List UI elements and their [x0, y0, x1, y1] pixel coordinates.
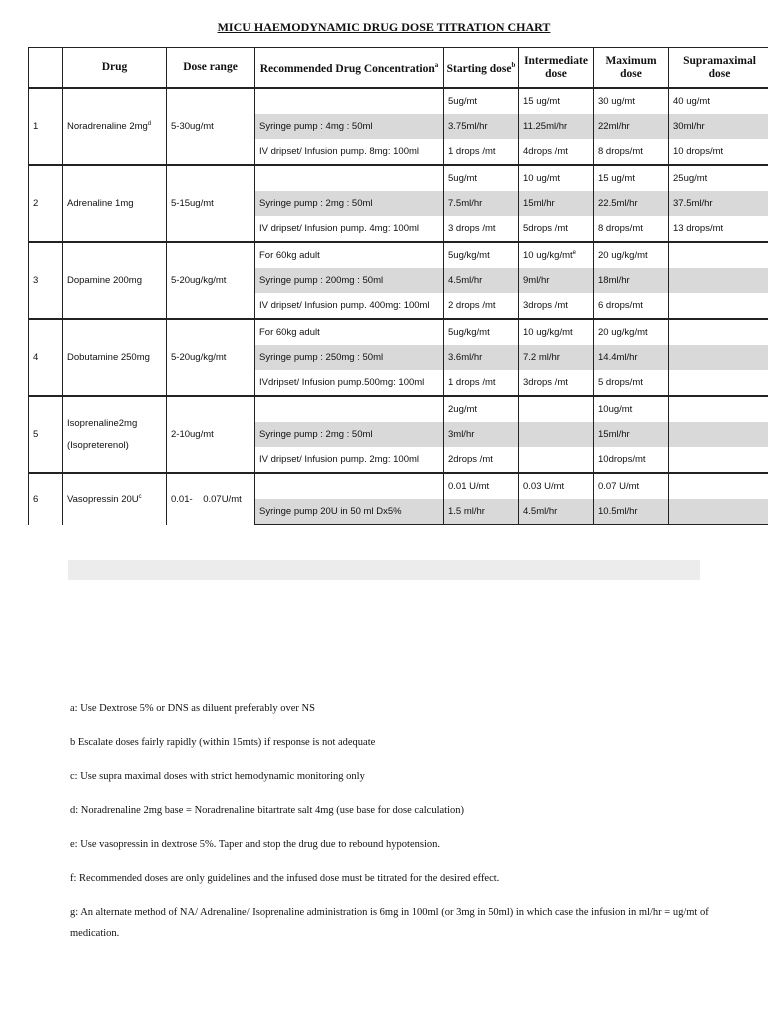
maximum-dose-cell: 18ml/hr: [594, 268, 669, 293]
drug-name: [63, 242, 167, 319]
dose-range: 5-30ug/mt: [167, 88, 255, 165]
header-concentration: Recommended Drug Concentration$^a$: [255, 48, 444, 89]
intermediate-dose-cell: [519, 345, 594, 370]
drug-number: 3: [29, 242, 63, 319]
maximum-dose-cell: 22.5ml/hr: [594, 191, 669, 216]
drug-number: 2: [29, 165, 63, 242]
maximum-dose-cell: 10drops/mt: [594, 447, 669, 473]
table-row: [29, 319, 768, 345]
starting-dose-cell: 3.6ml/hr: [444, 345, 519, 370]
drug-name-text: Dobutamine 250mg: [67, 352, 150, 363]
dose-range: 0.01- 0.07U/mt: [167, 473, 255, 525]
intermediate-dose-cell: [519, 268, 594, 293]
dose-range: 5-20ug/kg/mt: [167, 319, 255, 396]
page-title: MICU HAEMODYNAMIC DRUG DOSE TITRATION CHART: [217, 20, 551, 34]
intermediate-dose-cell: [519, 114, 594, 139]
drug-name-text: Isoprenaline2mg: [67, 418, 138, 429]
intermediate-dose-value: 11.25ml/hr: [523, 121, 568, 132]
maximum-dose-cell: 22ml/hr: [594, 114, 669, 139]
drug-alt-name: (Isopreterenol): [67, 440, 129, 451]
drug-name: [63, 165, 167, 242]
starting-dose-cell: 5ug/kg/mt: [444, 242, 519, 268]
starting-dose-cell: 3.75ml/hr: [444, 114, 519, 139]
starting-dose-cell: 0.01 U/mt: [444, 473, 519, 499]
intermediate-footnote-mark: e: [572, 249, 576, 256]
intermediate-dose-cell: [519, 139, 594, 165]
intermediate-dose-value: 10 ug/kg/mt: [523, 327, 573, 338]
header-supramaximal-dose: Supramaximal dose: [669, 48, 768, 89]
table-row: [29, 88, 768, 114]
intermediate-dose-cell: [519, 396, 594, 422]
supramaximal-dose-cell: [669, 268, 768, 293]
drug-name-text: Noradrenaline 2mg: [67, 121, 148, 133]
intermediate-dose-value: 10 ug/kg/mt: [523, 250, 573, 262]
footnote: e: Use vasopressin in dextrose 5%. Taper and stop the drug due to rebound hypotension.: [70, 839, 440, 850]
maximum-dose-cell: 10ug/mt: [594, 396, 669, 422]
intermediate-dose-cell: [519, 499, 594, 525]
maximum-dose-cell: 20 ug/kg/mt: [594, 242, 669, 268]
supramaximal-dose-cell: [669, 473, 768, 499]
starting-dose-cell: 2 drops /mt: [444, 293, 519, 319]
header-starting-dose: Starting dose$^b$: [444, 48, 519, 89]
maximum-dose-cell: 0.07 U/mt: [594, 473, 669, 499]
footnote: f: Recommended doses are only guidelines and the infused dose must be titrated for the desired effect.: [70, 873, 500, 884]
intermediate-dose-cell: [519, 473, 594, 499]
starting-dose-cell: 1.5 ml/hr: [444, 499, 519, 525]
maximum-dose-cell: 20 ug/kg/mt: [594, 319, 669, 345]
supramaximal-dose-cell: 40 ug/mt: [669, 88, 768, 114]
intermediate-dose-value: 4drops /mt: [523, 146, 568, 157]
starting-dose-cell: 4.5ml/hr: [444, 268, 519, 293]
starting-dose-cell: 5ug/mt: [444, 165, 519, 191]
maximum-dose-cell: 8 drops/mt: [594, 139, 669, 165]
drug-name: [63, 396, 167, 473]
concentration-cell: Syringe pump : 4mg : 50ml: [255, 114, 444, 139]
intermediate-dose-value: 4.5ml/hr: [523, 506, 558, 517]
starting-dose-cell: 2drops /mt: [444, 447, 519, 473]
starting-dose-cell: 2ug/mt: [444, 396, 519, 422]
supramaximal-dose-cell: 25ug/mt: [669, 165, 768, 191]
drug-name-text: Dopamine 200mg: [67, 275, 142, 286]
maximum-dose-cell: 30 ug/mt: [594, 88, 669, 114]
footnote: a: Use Dextrose 5% or DNS as diluent preferably over NS: [70, 703, 315, 714]
maximum-dose-cell: 15ml/hr: [594, 422, 669, 447]
concentration-cell: For 60kg adult: [255, 319, 444, 345]
supramaximal-dose-cell: [669, 345, 768, 370]
starting-dose-cell: 5ug/kg/mt: [444, 319, 519, 345]
dose-range: 2-10ug/mt: [167, 396, 255, 473]
concentration-cell: IV dripset/ Infusion pump. 8mg: 100ml: [255, 139, 444, 165]
drug-number: 6: [29, 473, 63, 525]
intermediate-dose-value: 0.03 U/mt: [523, 481, 565, 492]
supramaximal-dose-cell: [669, 293, 768, 319]
starting-dose-cell: 3ml/hr: [444, 422, 519, 447]
drug-name-text: Vasopressin 20U: [67, 493, 139, 505]
drug-name: [63, 88, 167, 165]
concentration-cell: Syringe pump : 200mg : 50ml: [255, 268, 444, 293]
starting-dose-cell: 1 drops /mt: [444, 139, 519, 165]
intermediate-dose-cell: [519, 319, 594, 345]
drug-footnote-mark: c: [138, 493, 142, 500]
table-body: [29, 88, 768, 525]
drug-name: [63, 319, 167, 396]
maximum-dose-cell: 14.4ml/hr: [594, 345, 669, 370]
supramaximal-dose-cell: [669, 370, 768, 396]
table-row: [29, 473, 768, 499]
concentration-cell: IV dripset/ Infusion pump. 2mg: 100ml: [255, 447, 444, 473]
footnote: c: Use supra maximal doses with strict hemodynamic monitoring only: [70, 771, 365, 782]
table-row: [29, 165, 768, 191]
concentration-cell: Syringe pump : 2mg : 50ml: [255, 191, 444, 216]
starting-dose-cell: 7.5ml/hr: [444, 191, 519, 216]
concentration-cell: [255, 473, 444, 499]
table-row: [29, 242, 768, 268]
starting-dose-cell: 1 drops /mt: [444, 370, 519, 396]
header-dose-range: Dose range: [167, 48, 255, 89]
intermediate-dose-value: 5drops /mt: [523, 223, 568, 234]
starting-dose-cell: 3 drops /mt: [444, 216, 519, 242]
intermediate-dose-cell: [519, 165, 594, 191]
header-drug: Drug: [63, 48, 167, 89]
supramaximal-dose-cell: 30ml/hr: [669, 114, 768, 139]
intermediate-dose-value: 3drops /mt: [523, 377, 568, 388]
header-number: [29, 48, 63, 89]
footnote: b Escalate doses fairly rapidly (within 15mts) if response is not adequate: [70, 737, 376, 748]
drug-name-text: Adrenaline 1mg: [67, 198, 134, 209]
intermediate-dose-value: 3drops /mt: [523, 300, 568, 311]
supramaximal-dose-cell: 10 drops/mt: [669, 139, 768, 165]
concentration-cell: For 60kg adult: [255, 242, 444, 268]
supramaximal-dose-cell: [669, 447, 768, 473]
concentration-cell: Syringe pump : 250mg : 50ml: [255, 345, 444, 370]
drug-number: 5: [29, 396, 63, 473]
intermediate-dose-cell: [519, 88, 594, 114]
concentration-cell: Syringe pump 20U in 50 ml Dx5%: [255, 499, 444, 525]
footnote: d: Noradrenaline 2mg base = Noradrenaline bitartrate salt 4mg (use base for dose calculation): [70, 805, 464, 816]
intermediate-dose-cell: [519, 370, 594, 396]
intermediate-dose-value: 15ml/hr: [523, 198, 555, 209]
maximum-dose-cell: 15 ug/mt: [594, 165, 669, 191]
concentration-cell: IV dripset/ Infusion pump. 4mg: 100ml: [255, 216, 444, 242]
intermediate-dose-cell: [519, 293, 594, 319]
intermediate-dose-cell: [519, 216, 594, 242]
intermediate-dose-cell: [519, 422, 594, 447]
table-row: [29, 396, 768, 422]
header-intermediate-dose: Intermediate dose: [519, 48, 594, 89]
concentration-cell: [255, 396, 444, 422]
header-row: [29, 48, 768, 89]
starting-dose-cell: 5ug/mt: [444, 88, 519, 114]
intermediate-dose-value: 10 ug/mt: [523, 173, 560, 184]
concentration-cell: [255, 165, 444, 191]
dose-range: 5-15ug/mt: [167, 165, 255, 242]
drug-name: [63, 473, 167, 525]
intermediate-dose-value: 15 ug/mt: [523, 96, 560, 107]
intermediate-dose-cell: [519, 242, 594, 268]
concentration-cell: Syringe pump : 2mg : 50ml: [255, 422, 444, 447]
maximum-dose-cell: 6 drops/mt: [594, 293, 669, 319]
supramaximal-dose-cell: 37.5ml/hr: [669, 191, 768, 216]
maximum-dose-cell: 8 drops/mt: [594, 216, 669, 242]
footnotes: [70, 698, 720, 957]
footnote: g: An alternate method of NA/ Adrenaline/ Isoprenaline administration is 6mg in 100ml (or 3mg in 50ml) in which case the infusion in ml/hr = ug/mt of medication.: [70, 907, 709, 939]
intermediate-dose-cell: [519, 191, 594, 216]
supramaximal-dose-cell: [669, 242, 768, 268]
intermediate-dose-value: 7.2 ml/hr: [523, 352, 560, 363]
drug-number: 1: [29, 88, 63, 165]
supramaximal-dose-cell: 13 drops/mt: [669, 216, 768, 242]
supramaximal-dose-cell: [669, 422, 768, 447]
intermediate-dose-cell: [519, 447, 594, 473]
dose-range: 5-20ug/kg/mt: [167, 242, 255, 319]
header-maximum-dose: Maximum dose: [594, 48, 669, 89]
concentration-cell: [255, 88, 444, 114]
titration-table: [28, 47, 768, 525]
supramaximal-dose-cell: [669, 396, 768, 422]
maximum-dose-cell: 5 drops/mt: [594, 370, 669, 396]
concentration-cell: IV dripset/ Infusion pump. 400mg: 100ml: [255, 293, 444, 319]
drug-footnote-mark: d: [147, 120, 152, 127]
concentration-cell: IVdripset/ Infusion pump.500mg: 100ml: [255, 370, 444, 396]
supramaximal-dose-cell: [669, 499, 768, 525]
drug-number: 4: [29, 319, 63, 396]
maximum-dose-cell: 10.5ml/hr: [594, 499, 669, 525]
shaded-band: [68, 560, 700, 580]
intermediate-dose-value: 9ml/hr: [523, 275, 550, 286]
supramaximal-dose-cell: [669, 319, 768, 345]
